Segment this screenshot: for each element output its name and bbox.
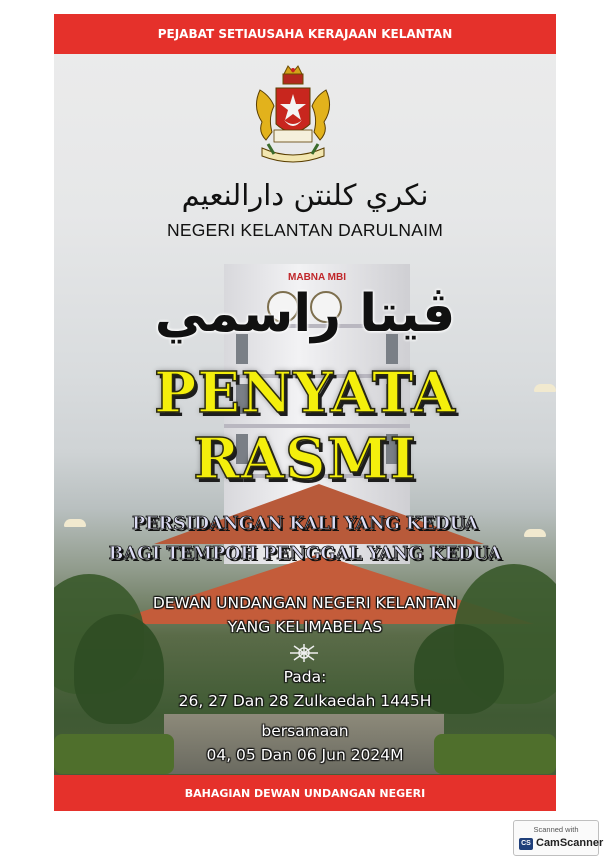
hijri-dates: 26, 27 Dan 28 Zulkaedah 1445H [178, 692, 432, 710]
footer-bar [54, 775, 556, 811]
document-title-line-1: PENYATA [154, 360, 456, 426]
header-bar [54, 14, 556, 54]
office-name: PEJABAT SETIAUSAHA KERAJAAN KELANTAN [157, 27, 453, 41]
bersamaan-label: bersamaan [261, 722, 349, 740]
camscanner-logo-icon: CS [519, 838, 533, 850]
document-title-jawi: ڤيتا راسمي [154, 284, 456, 344]
building-sign: MABNA MBI [288, 272, 346, 283]
state-name: NEGERI KELANTAN DARULNAIM [167, 220, 443, 240]
gregorian-dates: 04, 05 Dan 06 Jun 2024M [206, 746, 404, 764]
document-cover [54, 14, 556, 811]
camscanner-brand: CamScanner [536, 837, 604, 849]
session-subtitle-line-2: BAGI TEMPOH PENGGAL YANG KEDUA [108, 544, 502, 564]
scanned-with-caption: Scanned with [533, 825, 579, 834]
session-subtitle-line-1: PERSIDANGAN KALI YANG KEDUA [132, 514, 478, 534]
department-name: BAHAGIAN DEWAN UNDANGAN NEGERI [184, 787, 426, 800]
camscanner-badge [513, 820, 604, 856]
assembly-name-line-2: YANG KELIMABELAS [227, 618, 383, 636]
ornament-icon [282, 642, 326, 664]
kelantan-crest-icon [248, 62, 338, 174]
state-name-jawi: نكري كلنتن دارالنعيم [181, 178, 429, 212]
assembly-name-line-1: DEWAN UNDANGAN NEGERI KELANTAN [152, 594, 458, 612]
pada-label: Pada: [283, 668, 327, 686]
document-title-line-2: RASMI [193, 426, 417, 492]
